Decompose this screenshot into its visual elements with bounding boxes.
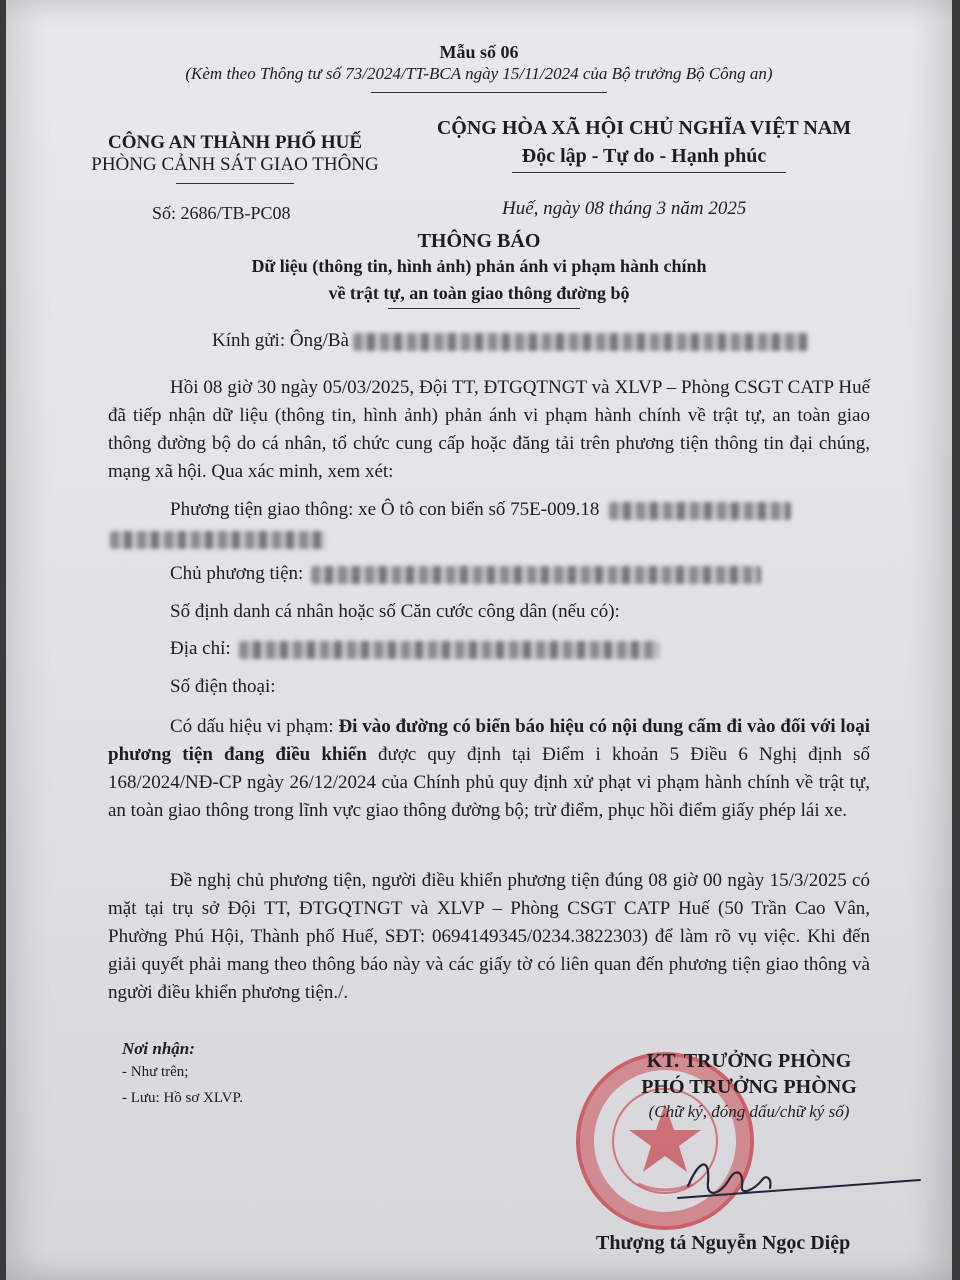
issuer-line1: CÔNG AN THÀNH PHỐ HUẾ (107, 132, 363, 153)
violation-legal-basis: được quy định tại Điểm i khoản 5 Điều 6 Nghị định số 168/2024/NĐ-CP ngày 26/12/2024 của Chính phủ quy định xử phạt vi phạm hành chính về trật tự, an toàn giao thông trong lĩnh vực giao thông đường bộ; trừ điểm, phục hồi điểm giấy phép lái xe. (108, 744, 870, 821)
phone-line (170, 676, 276, 698)
signature-title-1: KT. TRƯỞNG PHÒNG (646, 1050, 852, 1072)
signature-note: (Chữ ký, đóng dấu/chữ ký số) (648, 1102, 850, 1121)
vehicle-line (170, 499, 791, 521)
issuer-underline (176, 183, 294, 184)
id-line (170, 601, 620, 623)
signer-name: Thượng tá Nguyễn Ngọc Diệp (596, 1232, 851, 1254)
intro-paragraph: Hồi 08 giờ 30 ngày 05/03/2025, Đội TT, ĐTGQTNGT và XLVP – Phòng CSGT CATP Huế đã tiếp nhận dữ liệu (thông tin, hình ảnh) phản ánh vi phạm hành chính về trật tự, an toàn giao thông đường bộ do cá nhân, tổ chức cung cấp hoặc đăng tải trên phương tiện thông tin đại chúng, mạng xã hội. Qua xác minh, xem xét: (108, 377, 870, 482)
recipient-label: Kính gửi: Ông/Bà (212, 330, 349, 351)
redacted-vehicle-info (609, 502, 791, 520)
issuer-line2: PHÒNG CẢNH SÁT GIAO THÔNG (91, 154, 379, 175)
vehicle-text: Phương tiện giao thông: xe Ô tô con biển số 75E-009.18 (170, 499, 600, 520)
place-date: Huế, ngày 08 tháng 3 năm 2025 (502, 198, 747, 219)
redacted-vehicle-info-2 (110, 531, 326, 549)
document-title: THÔNG BÁO (417, 230, 541, 252)
recipients-item-1: - Như trên; (122, 1064, 189, 1080)
address-line (170, 638, 659, 660)
request-paragraph: Đề nghị chủ phương tiện, người điều khiển phương tiện đúng 08 giờ 00 ngày 15/3/2025 có mặt tại trụ sở Đội TT, ĐTGQTNGT và XLVP – Phòng CSGT CATP Huế (50 Trần Cao Vân, Phường Phú Hội, Thành phố Huế, SĐT: 0694149345/0234.3822303) để làm rõ vụ việc. Khi đến giải quyết phải mang theo thông báo này và các giấy tờ có liên quan đến phương tiện giao thông và người điều khiển phương tiện./. (108, 870, 870, 1003)
vehicle-line-2 (110, 528, 326, 550)
form-reference: (Kèm theo Thông tư số 73/2024/TT-BCA ngày 15/11/2024 của Bộ trưởng Bộ Công an) (185, 64, 773, 83)
document-number: Số: 2686/TB-PC08 (152, 203, 291, 223)
owner-line (170, 563, 761, 585)
owner-label: Chủ phương tiện: (170, 563, 304, 584)
redacted-owner (311, 566, 761, 584)
signature-title-2: PHÓ TRƯỞNG PHÒNG (641, 1076, 857, 1098)
redacted-recipient (353, 333, 808, 351)
id-label: Số định danh cá nhân hoặc số Căn cước công dân (nếu có): (170, 601, 620, 622)
violation-prefix: Có dấu hiệu vi phạm: (170, 716, 339, 737)
violation-description: Đi vào đường có biển báo hiệu có nội dung cấm đi vào đối với loại phương tiện đang điều khiển (108, 716, 870, 765)
redacted-address (239, 641, 659, 659)
recipients-label: Nơi nhận: (122, 1039, 195, 1058)
motto-underline (512, 172, 786, 173)
violation-paragraph (108, 713, 870, 825)
address-label: Địa chỉ: (170, 638, 231, 659)
document-page (6, 0, 952, 1280)
phone-label: Số điện thoại: (170, 676, 276, 697)
reference-underline (371, 92, 607, 93)
title-underline (388, 308, 580, 309)
national-motto: Độc lập - Tự do - Hạnh phúc (521, 145, 767, 167)
form-number: Mẫu số 06 (439, 42, 519, 62)
national-line1: CỘNG HÒA XÃ HỘI CHỦ NGHĨA VIỆT NAM (436, 117, 852, 139)
handwritten-signature (670, 1138, 930, 1218)
recipient-line (212, 330, 808, 352)
document-subtitle-1: Dữ liệu (thông tin, hình ảnh) phản ánh vi phạm hành chính (251, 256, 707, 276)
document-subtitle-2: về trật tự, an toàn giao thông đường bộ (328, 283, 630, 303)
recipients-item-2: - Lưu: Hồ sơ XLVP. (122, 1090, 243, 1106)
